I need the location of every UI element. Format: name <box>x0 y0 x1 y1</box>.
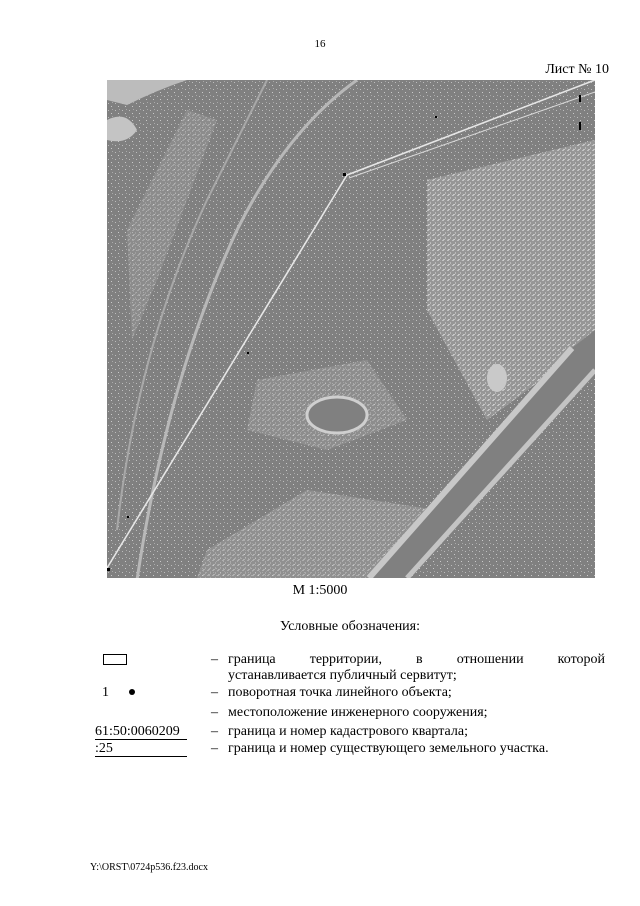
point-number-label: 1 <box>102 685 109 700</box>
legend-item-cadastral-quarter <box>95 724 605 741</box>
point-marker <box>435 116 437 118</box>
point-marker <box>247 352 249 354</box>
legend-item-servitude-boundary <box>95 652 605 685</box>
page-number: 16 <box>314 38 326 50</box>
light-patch <box>487 364 507 392</box>
file-path: Y:\ORST\0724p536.f23.docx <box>90 862 208 873</box>
legend-text: граница территории, в отношении которой <box>228 652 605 667</box>
legend-item-turning-point <box>95 685 605 705</box>
legend-title: Условные обозначения: <box>279 619 421 634</box>
legend-text: поворотная точка линейного объекта; <box>228 685 452 700</box>
sheet-label: Лист № 10 <box>545 62 609 77</box>
point-marker <box>579 95 581 102</box>
point-dot-icon <box>129 689 135 695</box>
satellite-map <box>107 80 595 578</box>
boundary-rectangle-icon <box>103 654 127 665</box>
legend-text: граница и номер кадастрового квартала; <box>228 724 468 739</box>
legend-item-engineering-structure <box>95 705 605 724</box>
land-plot-number: :25 <box>95 741 187 757</box>
legend <box>95 652 605 758</box>
point-marker <box>107 568 110 571</box>
map-scale: М 1:5000 <box>292 583 348 598</box>
legend-item-land-plot <box>95 741 605 758</box>
point-marker <box>343 173 346 176</box>
legend-text: устанавливается публичный сервитут; <box>228 668 457 683</box>
legend-dash: – <box>211 685 218 700</box>
point-marker <box>579 122 581 130</box>
legend-text: граница и номер существующего земельного участка. <box>228 741 549 756</box>
legend-dash: – <box>211 741 218 756</box>
legend-dash: – <box>211 652 218 667</box>
legend-dash: – <box>211 705 218 720</box>
pond <box>307 397 367 433</box>
legend-text: местоположение инженерного сооружения; <box>228 705 488 720</box>
legend-dash: – <box>211 724 218 739</box>
cadastral-quarter-number: 61:50:0060209 <box>95 724 187 740</box>
point-marker <box>127 516 129 518</box>
